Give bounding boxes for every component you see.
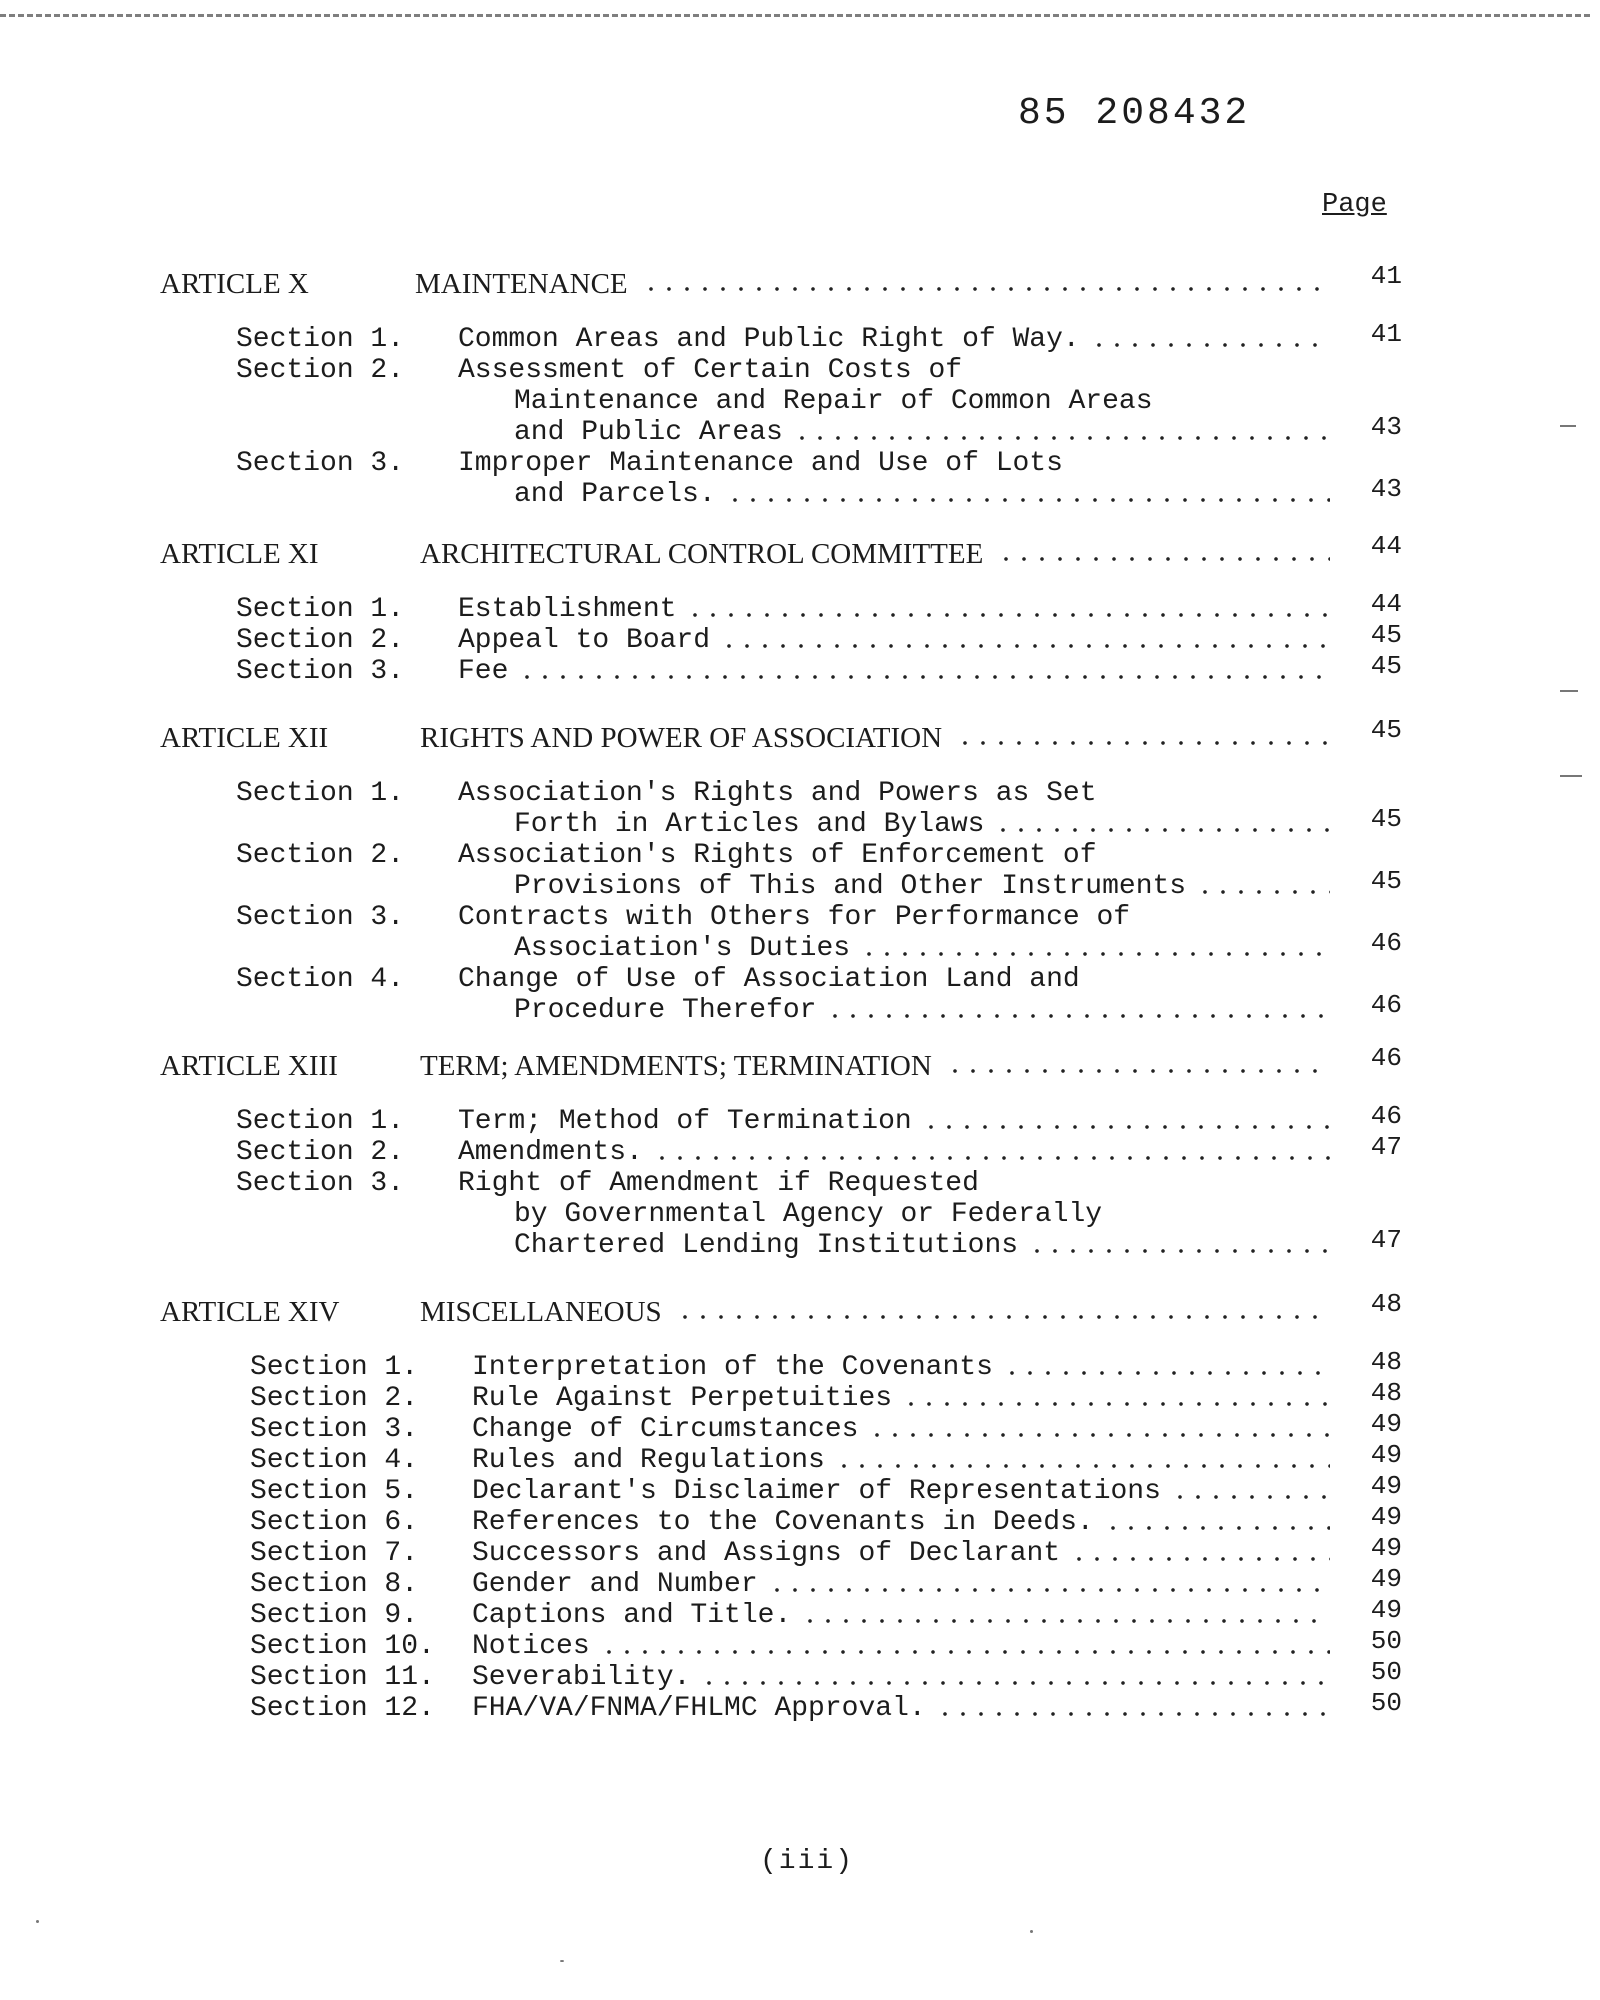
section-label: Section 1. [236, 594, 405, 625]
page-number: 45 [1370, 651, 1402, 681]
page-number: 44 [1370, 531, 1402, 561]
section-title-line: Chartered Lending Institutions [514, 1230, 1019, 1261]
section-title-line: Right of Amendment if Requested [458, 1168, 979, 1199]
section-label: Section 2. [236, 1137, 405, 1168]
page-number: 43 [1370, 474, 1402, 504]
section-label: Section 5. [250, 1476, 419, 1507]
section-title-line: Severability. [472, 1662, 691, 1693]
dot-leader [700, 1680, 1330, 1686]
section-label: Section 6. [250, 1507, 419, 1538]
page-number: 49 [1370, 1440, 1402, 1470]
page-column-heading: Page [1322, 190, 1387, 220]
dot-leader [936, 1711, 1330, 1717]
section-title-line: Notices [472, 1631, 590, 1662]
section-title-line: and Parcels. [514, 479, 716, 510]
dot-leader [826, 1013, 1330, 1019]
section-title-line: Association's Rights and Powers as Set [458, 778, 1097, 809]
dot-leader [956, 740, 1330, 746]
scan-edge-line [0, 14, 1590, 17]
section-label: Section 2. [236, 355, 405, 386]
dot-leader [994, 827, 1330, 833]
page-number: 46 [1370, 928, 1402, 958]
dot-leader [676, 1314, 1330, 1320]
section-label: Section 1. [236, 324, 405, 355]
page-number: 49 [1370, 1533, 1402, 1563]
section-label: Section 3. [250, 1414, 419, 1445]
article-label: ARTICLE XIII [160, 1050, 338, 1082]
section-title-line: Appeal to Board [458, 625, 711, 656]
section-title-line: Association's Rights of Enforcement of [458, 840, 1097, 871]
dot-leader [835, 1463, 1330, 1469]
section-label: Section 1. [236, 1106, 405, 1137]
dot-leader [600, 1649, 1330, 1655]
section-title-line: FHA/VA/FNMA/FHLMC Approval. [472, 1693, 926, 1724]
section-title-line: Procedure Therefor [514, 995, 817, 1026]
dot-leader [1070, 1556, 1330, 1562]
section-title-line: Change of Use of Association Land and [458, 964, 1080, 995]
section-title-line: Improper Maintenance and Use of Lots [458, 448, 1063, 479]
section-label: Section 11. [250, 1662, 435, 1693]
page-number: 47 [1370, 1132, 1402, 1162]
page-number: 50 [1370, 1626, 1402, 1656]
section-title-line: Provisions of This and Other Instruments [514, 871, 1187, 902]
page-number: 49 [1370, 1409, 1402, 1439]
dot-leader [768, 1587, 1330, 1593]
section-label: Section 8. [250, 1569, 419, 1600]
dot-leader [1196, 889, 1330, 895]
section-title-line: Forth in Articles and Bylaws [514, 809, 985, 840]
scan-speck [1030, 1930, 1033, 1933]
section-title-line: Assessment of Certain Costs of [458, 355, 963, 386]
section-title-line: Change of Circumstances [472, 1414, 859, 1445]
page-number: 48 [1370, 1289, 1402, 1319]
section-title-line: Contracts with Others for Performance of [458, 902, 1131, 933]
dot-leader [653, 1155, 1330, 1161]
section-label: Section 2. [250, 1383, 419, 1414]
document-number: 85 208432 [1018, 92, 1251, 135]
section-label: Section 7. [250, 1538, 419, 1569]
section-label: Section 1. [250, 1352, 419, 1383]
article-label: ARTICLE X [160, 268, 309, 300]
section-title-line: Maintenance and Repair of Common Areas [514, 386, 1153, 417]
scan-speck [36, 1920, 39, 1923]
dot-leader [518, 674, 1330, 680]
section-title-line: Interpretation of the Covenants [472, 1352, 993, 1383]
section-title-line: Term; Method of Termination [458, 1106, 912, 1137]
section-title-line: and Public Areas [514, 417, 783, 448]
section-title-line: Fee [458, 656, 509, 687]
page-number: 41 [1370, 261, 1402, 291]
page-number: 50 [1370, 1688, 1402, 1718]
section-title-line: Declarant's Disclaimer of Representations [472, 1476, 1161, 1507]
section-label: Section 4. [236, 964, 405, 995]
page-number: 46 [1370, 1101, 1402, 1131]
article-label: ARTICLE XI [160, 538, 319, 570]
page-number: 46 [1370, 1043, 1402, 1073]
page-number: 49 [1370, 1595, 1402, 1625]
scan-mark [1560, 690, 1578, 692]
page-number: 50 [1370, 1657, 1402, 1687]
dot-leader [801, 1618, 1330, 1624]
page-number: 46 [1370, 990, 1402, 1020]
section-title-line: Association's Duties [514, 933, 851, 964]
dot-leader [793, 435, 1330, 441]
scan-speck [560, 1960, 564, 1962]
dot-leader [720, 643, 1330, 649]
dot-leader [642, 286, 1330, 292]
section-label: Section 2. [236, 625, 405, 656]
section-title-line: by Governmental Agency or Federally [514, 1199, 1103, 1230]
section-title-line: Establishment [458, 594, 677, 625]
page-marker: (iii) [760, 1846, 855, 1877]
section-title-line: Amendments. [458, 1137, 643, 1168]
dot-leader [1104, 1525, 1330, 1531]
section-label: Section 3. [236, 902, 405, 933]
section-label: Section 12. [250, 1693, 435, 1724]
section-label: Section 4. [250, 1445, 419, 1476]
page-number: 49 [1370, 1471, 1402, 1501]
scan-mark [1560, 775, 1582, 777]
article-label: ARTICLE XII [160, 722, 329, 754]
page-number: 45 [1370, 866, 1402, 896]
section-title-line: Gender and Number [472, 1569, 758, 1600]
article-title: RIGHTS AND POWER OF ASSOCIATION [420, 722, 943, 754]
section-title-line: References to the Covenants in Deeds. [472, 1507, 1094, 1538]
dot-leader [860, 951, 1330, 957]
article-title: MISCELLANEOUS [420, 1296, 662, 1328]
article-title: ARCHITECTURAL CONTROL COMMITTEE [420, 538, 984, 570]
page-number: 43 [1370, 412, 1402, 442]
page-number: 49 [1370, 1502, 1402, 1532]
section-title-line: Rules and Regulations [472, 1445, 825, 1476]
dot-leader [1028, 1248, 1330, 1254]
section-title-line: Successors and Assigns of Declarant [472, 1538, 1061, 1569]
section-label: Section 2. [236, 840, 405, 871]
page-number: 47 [1370, 1225, 1402, 1255]
article-title: TERM; AMENDMENTS; TERMINATION [420, 1050, 932, 1082]
section-title-line: Rule Against Perpetuities [472, 1383, 893, 1414]
section-label: Section 3. [236, 448, 405, 479]
scan-mark [1560, 425, 1576, 427]
dot-leader [922, 1124, 1330, 1130]
dot-leader [946, 1068, 1330, 1074]
page-number: 44 [1370, 589, 1402, 619]
page-number: 41 [1370, 319, 1402, 349]
page-number: 48 [1370, 1378, 1402, 1408]
dot-leader [726, 497, 1330, 503]
page-number: 45 [1370, 620, 1402, 650]
dot-leader [997, 556, 1330, 562]
section-label: Section 9. [250, 1600, 419, 1631]
dot-leader [1171, 1494, 1330, 1500]
article-label: ARTICLE XIV [160, 1296, 340, 1328]
section-label: Section 1. [236, 778, 405, 809]
dot-leader [868, 1432, 1330, 1438]
dot-leader [902, 1401, 1330, 1407]
section-label: Section 10. [250, 1631, 435, 1662]
section-label: Section 3. [236, 656, 405, 687]
page-number: 49 [1370, 1564, 1402, 1594]
dot-leader [686, 612, 1330, 618]
article-title: MAINTENANCE [415, 268, 628, 300]
page-number: 48 [1370, 1347, 1402, 1377]
section-title-line: Common Areas and Public Right of Way. [458, 324, 1080, 355]
section-label: Section 3. [236, 1168, 405, 1199]
section-title-line: Captions and Title. [472, 1600, 792, 1631]
page-number: 45 [1370, 804, 1402, 834]
dot-leader [1003, 1370, 1330, 1376]
dot-leader [1090, 342, 1330, 348]
page-number: 45 [1370, 715, 1402, 745]
